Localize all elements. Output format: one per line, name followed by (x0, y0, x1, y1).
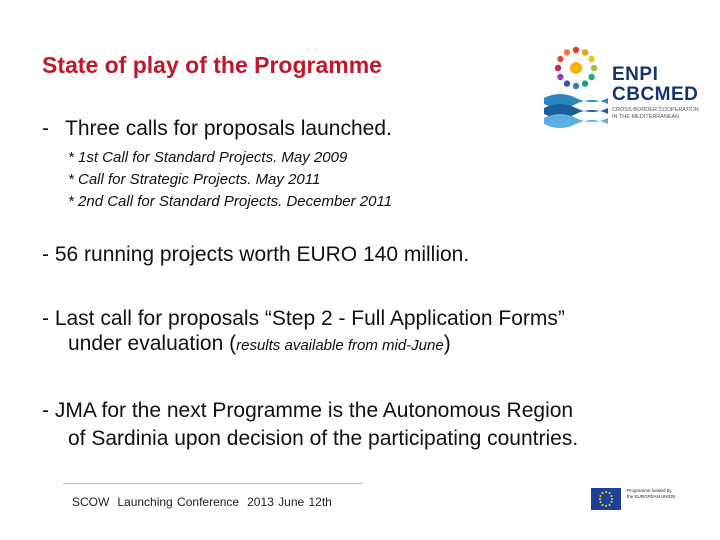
enpi-cbcmed-logo (540, 38, 700, 128)
logo-line-enpi: ENPI (612, 64, 659, 85)
bullet-calls-text: Three calls for proposals launched. (65, 117, 392, 140)
line2-end: ) (443, 332, 451, 355)
bullet-last-call-line2 (42, 331, 682, 358)
bullet-jma-line1: - JMA for the next Programme is the Autonomous Region (42, 399, 574, 422)
footer-date: 2013 June 12th (247, 495, 332, 509)
page-title: State of play of the Programme (42, 52, 382, 78)
eu-flag-icon (591, 488, 621, 510)
footer-org: SCOW (72, 495, 110, 509)
eu-logo-text: Programme funded by the EUROPEAN UNION (627, 488, 676, 499)
bullet-jma (42, 397, 682, 453)
footer-divider (63, 483, 363, 484)
calls-sublist (68, 147, 392, 213)
sublist-item: * 1st Call for Standard Projects. May 2009 (68, 149, 348, 166)
line2-start: under evaluation ( (68, 332, 237, 355)
eu-logo (591, 487, 676, 514)
bullet-last-call (42, 306, 682, 358)
bullet-jma-line2: of Sardinia upon decision of the participating countries. (68, 427, 579, 450)
logo-line-cbcmed: CBCMED (612, 84, 699, 105)
sun-waves-icon (540, 38, 610, 128)
bullet-calls (42, 117, 392, 141)
footer (72, 495, 332, 509)
footer-event: Launching Conference (117, 495, 240, 509)
logo-subtitle: CROSS-BORDER COOPERATION IN THE MEDITERRANEAN (612, 107, 699, 120)
bullet-dash: - (42, 117, 49, 140)
results-note: results available from mid-June (236, 337, 444, 354)
sublist-item: * 2nd Call for Standard Projects. December 2011 (68, 193, 393, 210)
sublist-item: * Call for Strategic Projects. May 2011 (68, 171, 321, 188)
bullet-last-call-line1: - Last call for proposals “Step 2 - Full Application Forms” (42, 307, 565, 330)
bullet-projects: - 56 running projects worth EURO 140 million. (42, 243, 470, 266)
